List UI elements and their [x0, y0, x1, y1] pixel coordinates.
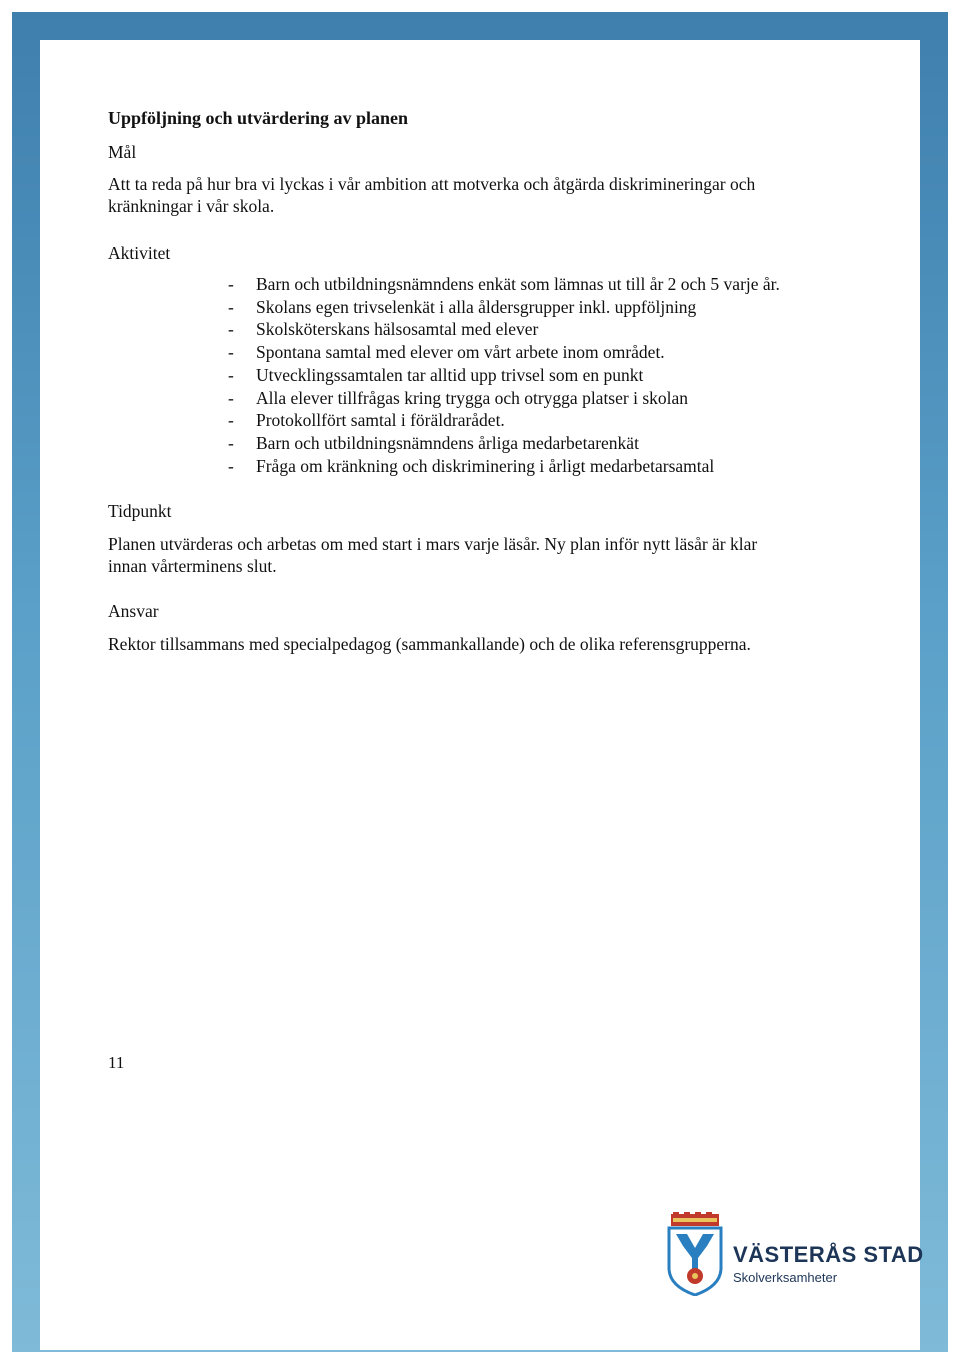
- section-heading: Uppföljning och utvärdering av planen: [108, 108, 409, 128]
- brand-name: VÄSTERÅS STAD: [733, 1242, 924, 1267]
- list-item: [228, 273, 780, 296]
- list-item-text: Protokollfört samtal i föräldrarådet.: [256, 410, 505, 431]
- activity-list: [190, 273, 780, 477]
- list-item: [228, 341, 780, 364]
- goal-label: Mål: [108, 142, 137, 162]
- list-item-text: Utvecklingssamtalen tar alltid upp trivsel som en punkt: [256, 364, 644, 385]
- list-item-text: Skolsköterskans hälsosamtal med elever: [256, 319, 539, 340]
- list-item-text: Alla elever tillfrågas kring trygga och otrygga platser i skolan: [256, 387, 689, 408]
- brand-subtitle: Skolverksamheter: [733, 1270, 838, 1285]
- goal-text-line2: kränkningar i vår skola.: [108, 196, 275, 216]
- list-item: [228, 387, 780, 410]
- activity-label: Aktivitet: [108, 243, 171, 263]
- bullet-dash: -: [228, 387, 234, 408]
- bullet-dash: -: [228, 296, 234, 317]
- list-item: [228, 409, 780, 432]
- list-item: [228, 318, 780, 341]
- responsibility-label: Ansvar: [108, 601, 159, 621]
- responsibility-text: Rektor tillsammans med specialpedagog (sammankallande) och de olika referensgrupperna.: [108, 634, 751, 654]
- bullet-dash: -: [228, 432, 234, 453]
- bullet-dash: -: [228, 410, 234, 431]
- page-number: 11: [108, 1053, 125, 1072]
- timing-label: Tidpunkt: [108, 501, 172, 521]
- timing-text-line1: Planen utvärderas och arbetas om med start i mars varje läsår. Ny plan inför nytt läsår är klar: [108, 534, 758, 554]
- list-item: [228, 296, 780, 319]
- list-item: [228, 364, 780, 387]
- bullet-dash: -: [228, 455, 234, 476]
- timing-text-line2: innan vårterminens slut.: [108, 556, 277, 576]
- brand-block: [733, 1242, 924, 1285]
- list-item-text: Barn och utbildningsnämndens årliga medarbetarenkät: [256, 432, 639, 453]
- list-item-text: Fråga om kränkning och diskriminering i årligt medarbetarsamtal: [256, 455, 715, 476]
- list-item-text: Skolans egen trivselenkät i alla åldersgrupper inkl. uppföljning: [256, 296, 697, 317]
- bullet-dash: -: [228, 274, 234, 294]
- bullet-dash: -: [228, 364, 234, 385]
- list-item-text: Barn och utbildningsnämndens enkät som lämnas ut till år 2 och 5 varje år.: [256, 274, 780, 294]
- list-item: [228, 455, 780, 478]
- vasteras-crest-icon: [667, 1212, 723, 1296]
- bullet-dash: -: [228, 342, 234, 363]
- list-item: [228, 432, 780, 455]
- list-item-text: Spontana samtal med elever om vårt arbete inom området.: [256, 342, 665, 363]
- goal-text-line1: Att ta reda på hur bra vi lyckas i vår ambition att motverka och åtgärda diskrimineringar och: [108, 174, 756, 194]
- document-page: [40, 40, 920, 1350]
- bullet-dash: -: [228, 319, 234, 340]
